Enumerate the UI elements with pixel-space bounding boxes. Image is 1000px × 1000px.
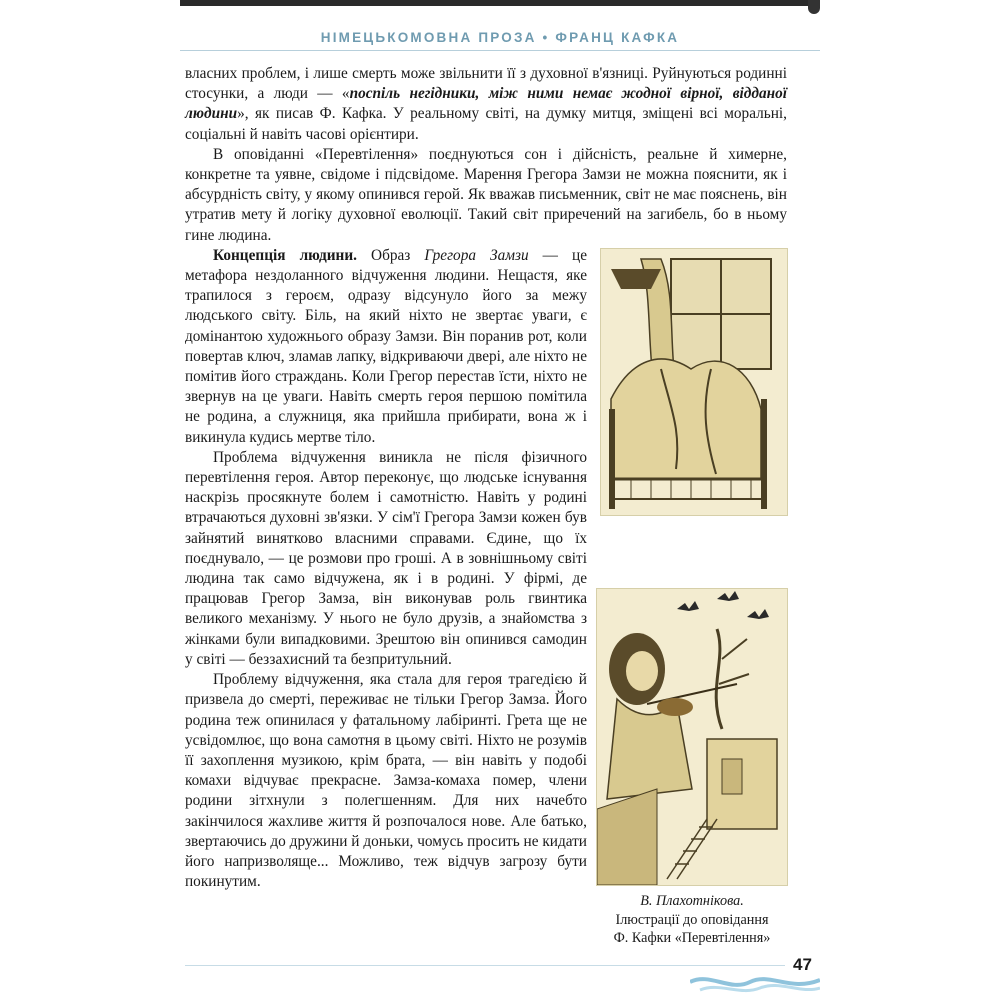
paragraph-3 xyxy=(185,246,587,448)
illustration-caption xyxy=(572,892,812,948)
paragraph-2: В оповіданні «Перевтілення» поєднуються сон і дійсність, реальне й химерне, конкретне та уявне, свідоме і підсвідоме. Марення Грегора Замзи не можна пояснити, як і абсурдність світу, у якому опинився герой. Як вважав письменник, світ не має пояснень, він утратив мету й логіку духовної еволюції. Такий світ приречений на загибель, бо в ньому гине людина. xyxy=(185,145,787,244)
caption-author: В. Плахотнікова. xyxy=(640,893,744,909)
p1-text-b: », як писав Ф. Кафка. У реальному світі, на думку митця, зміщені всі моральні, соціальні й навіть часові орієнтири. xyxy=(185,105,787,143)
paragraph-5: Проблему відчуження, яка стала для героя трагедією й призвела до смерті, переживає не тільки Грегор Замза. Його родина теж опинилася у фатальному лабіринті. Грета ще не усвідомлює, що вона самотня в цьому світі. Ніхто не розумів її захоплення музикою, крім брата, — він навіть у подобі комахи відчуває прекрасне. Замза-комаха помер, члени родини зітхнули з полегшенням. Для них начебто закінчилося жахливе життя й розпочалося нове. Але батько, звертаючись до дружини й доньки, чомусь просить не кидати його напризволяще... Можливо, теж відчув загрозу бути покинутим. xyxy=(185,671,587,891)
narrow-column xyxy=(185,246,587,893)
header-divider xyxy=(180,50,820,51)
running-header: НІМЕЦЬКОМОВНА ПРОЗА • ФРАНЦ КАФКА xyxy=(320,30,680,45)
p1-quote: поспіль негідники, між ними немає жодної вірної, відданої людини xyxy=(185,85,788,123)
p1-text-a: власних проблем, і лише смерть може звільнити її з духовної в'язниці. Руйнуються родинні стосунки, а люди — « xyxy=(185,65,787,103)
bed-window-illustration xyxy=(600,248,788,516)
paragraph-1 xyxy=(185,64,787,145)
section-heading: Концепція людини. xyxy=(213,246,357,264)
p3-text-b: — це метафора нездоланного відчуження людини. Нещастя, яке трапилося з героєм, одразу відсунуло його за межу людського світу. Біль, на який ніхто не звертає уваги, є домінантою художнього образу Замзи. Він поранив рот, коли повертав ключ, зламав лапку, відкриваючи двері, але ніхто не помітив його страждань. Коли Грегор перестав їсти, ніхто не звернув на це уваги. Навіть смерть героя першою помітила не родина, а служниця, яка прийшла прибирати, вона ж і викинула кудись мертве тіло. xyxy=(185,246,587,446)
corner-mark xyxy=(808,0,820,14)
wave-decoration xyxy=(690,968,820,996)
p3-name: Грегора Замзи xyxy=(424,246,529,264)
paragraph-4: Проблема відчуження виникла не після фізичного перевтілення героя. Автор переконує, що людське існування наскрізь просякнуте болем і самотністю. Навіть у родині втрачаються духовні зв'язки. У сім'ї Грегора Замзи кожен був зайнятий винятково власними справами. Єдине, що їх поєднувало, — це розмови про гроші. А в зовнішньому світі людина так само відчужена, як і в родині. У фірмі, де працював Грегор Замза, він виконував роль гвинтика великого механізму. У нього не було друзів, а знайомства з жінками були випадковими. Зрештою він опинився самодин у світі — беззахисний та безпритульний. xyxy=(185,448,587,668)
p3-text-a: Образ xyxy=(356,246,425,264)
caption-line-2: Ілюстрації до оповідання xyxy=(615,911,769,928)
caption-line-3: Ф. Кафки «Перевтілення» xyxy=(613,930,771,946)
page-number: 47 xyxy=(793,955,812,974)
footer-divider xyxy=(185,965,785,966)
top-rule xyxy=(180,0,810,6)
violinist-illustration xyxy=(596,588,788,886)
